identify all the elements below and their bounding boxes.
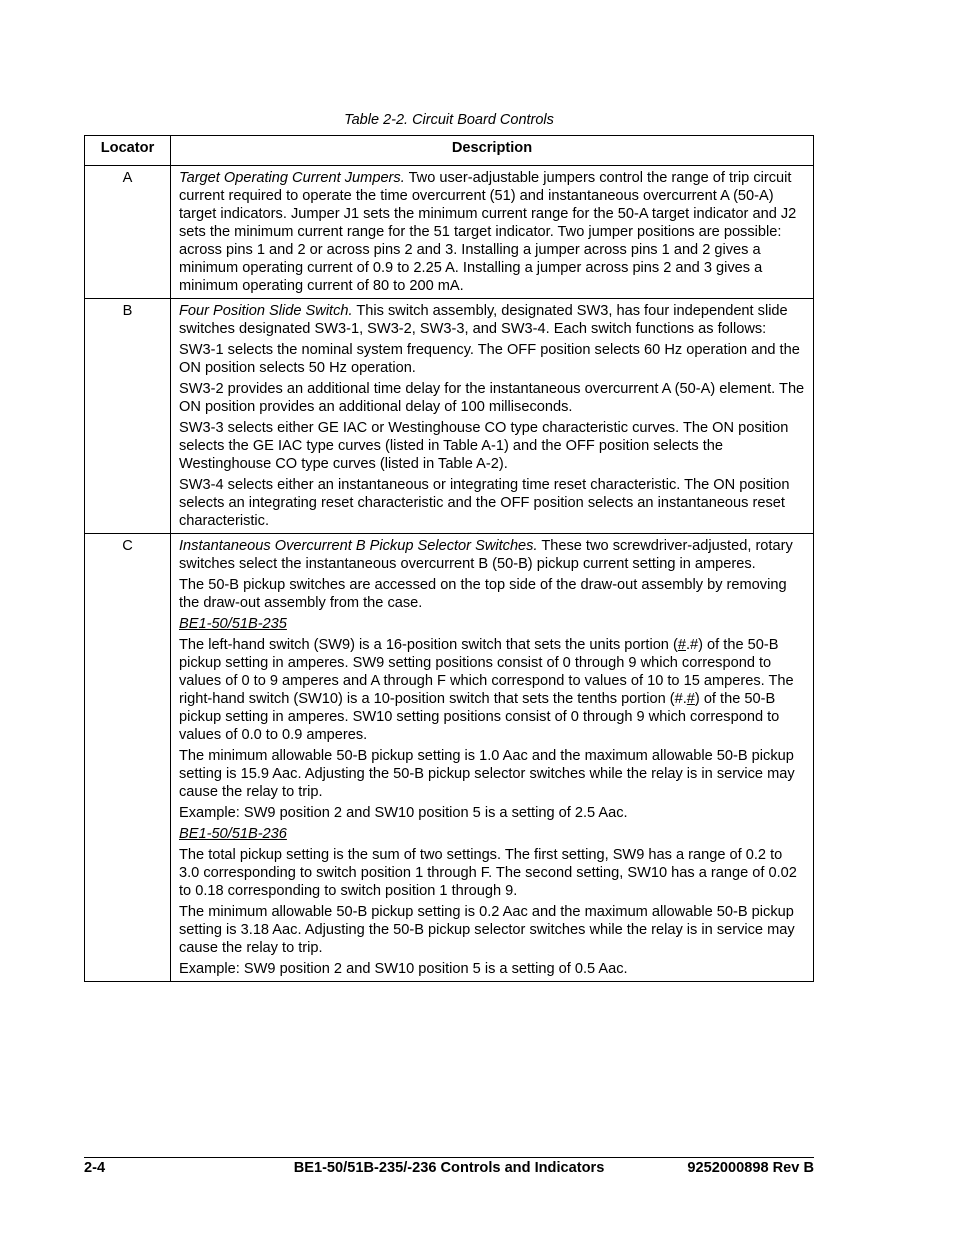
footer-title: BE1-50/51B-235/-236 Controls and Indicators bbox=[293, 1160, 605, 1176]
text-run: #. bbox=[674, 691, 687, 707]
model-235-subheading: BE1-50/51B-235 bbox=[179, 616, 287, 632]
min-max-236-paragraph: The minimum allowable 50-B pickup setting is 0.2 Aac and the maximum allowable 50-B pickup setting is 3.18 Aac. Adjusting the 50-B pickup selector switches while the relay is in service may cause the relay to trip. bbox=[179, 904, 795, 956]
text-run: The left-hand switch (SW9) is a 16-position switch that sets the units portion ( bbox=[179, 637, 678, 653]
table-header-row bbox=[85, 136, 814, 166]
control-intro: Two user-adjustable jumpers control the range of trip circuit current required to operate the time overcurrent (51) and instantaneous overcurrent A (50-A) target indicators. Jumper J1 sets the minimum current range for the 50-A target indicator and J2 sets the minimum current range for the 51 target indicator. Two jumper positions are possible: across pins 1 and 2 or across pins 2 and 3. Installing a jumper across pins 1 and 2 gives a minimum operating current of 0.9 to 2.25 A. Installing a jumper across pins 2 and 3 gives a minimum operating current of 80 to 200 mA. bbox=[179, 170, 797, 294]
description-column-header: Description bbox=[171, 136, 814, 166]
locator-cell: C bbox=[85, 534, 171, 982]
locator-column-header: Locator bbox=[85, 136, 171, 166]
switch-sw3-2-paragraph: SW3-2 provides an additional time delay for the instantaneous overcurrent A (50-A) element. The ON position provides an additional delay of 100 milliseconds. bbox=[179, 381, 805, 415]
document-number: 9252000898 Rev B bbox=[687, 1160, 814, 1176]
access-paragraph: The 50-B pickup switches are accessed on the top side of the draw-out assembly by removing the draw-out assembly from the case. bbox=[179, 577, 787, 611]
switch-sw3-1-paragraph: SW3-1 selects the nominal system frequency. The OFF position selects 60 Hz operation and the ON position selects 50 Hz operation. bbox=[179, 342, 800, 376]
units-digit-mark: # bbox=[677, 637, 686, 653]
table-row bbox=[85, 534, 814, 982]
locator-cell: B bbox=[85, 299, 171, 534]
model-236-subheading: BE1-50/51B-236 bbox=[179, 826, 287, 842]
description-cell bbox=[171, 299, 814, 534]
switch-sw3-3-paragraph: SW3-3 selects either GE IAC or Westinghouse CO type characteristic curves. The ON position selects the GE IAC type curves (listed in Table A-1) and the OFF position selects the Westinghouse CO type curves (listed in Table A-2). bbox=[179, 420, 789, 472]
description-paragraph bbox=[179, 169, 805, 295]
example-236-paragraph: Example: SW9 position 2 and SW10 position 5 is a setting of 0.5 Aac. bbox=[179, 961, 628, 977]
table-row bbox=[85, 299, 814, 534]
text-run: ) of the 50-B pickup setting in amperes. SW10 setting positions consist of 0 through 9 which correspond to values of 0.0 to 0.9 amperes. bbox=[179, 691, 780, 743]
tenths-digit-mark: # bbox=[686, 691, 695, 707]
control-intro: This switch assembly, designated SW3, has four independent slide switches designated SW3-1, SW3-2, SW3-3, and SW3-4. Each switch functions as follows: bbox=[179, 303, 788, 337]
page-number: 2-4 bbox=[84, 1160, 106, 1176]
table-row bbox=[85, 166, 814, 299]
min-max-235-paragraph: The minimum allowable 50-B pickup setting is 1.0 Aac and the maximum allowable 50-B pickup setting is 15.9 Aac. Adjusting the 50-B pickup selector switches while the relay is in service may cause the relay to trip. bbox=[179, 748, 795, 800]
description-cell bbox=[171, 534, 814, 982]
control-title: Four Position Slide Switch. bbox=[179, 303, 353, 319]
control-title: Target Operating Current Jumpers. bbox=[179, 170, 405, 186]
description-paragraph bbox=[179, 302, 805, 338]
text-run: .# bbox=[685, 637, 699, 653]
sw9-sw10-paragraph bbox=[179, 636, 805, 744]
switch-sw3-4-paragraph: SW3-4 selects either an instantaneous or integrating time reset characteristic. The ON position selects an integrating reset characteristic and the OFF position selects an instantaneous reset characteristic. bbox=[179, 477, 790, 529]
total-pickup-paragraph: The total pickup setting is the sum of two settings. The first setting, SW9 has a range of 0.2 to 3.0 corresponding to switch position 1 through F. The second setting, SW10 has a range of 0.02 to 0.18 corresponding to switch position 1 through 9. bbox=[179, 847, 797, 899]
text-run: ) of the 50-B pickup setting in amperes. SW9 setting positions consist of 0 through 9 which correspond to values of 0 to 9 amperes and A through F which correspond to values of 10 to 15 amperes. The right-hand switch (SW10) is a 10-position switch that sets the tenths portion ( bbox=[179, 637, 794, 707]
table-caption: Table 2-2. Circuit Board Controls bbox=[344, 112, 554, 128]
control-intro: These two screwdriver-adjusted, rotary switches select the instantaneous overcurrent B (50-B) pickup current setting in amperes. bbox=[179, 538, 793, 572]
locator-cell: A bbox=[85, 166, 171, 299]
description-cell bbox=[171, 166, 814, 299]
description-paragraph bbox=[179, 537, 805, 573]
control-title: Instantaneous Overcurrent B Pickup Selector Switches. bbox=[179, 538, 538, 554]
footer-divider bbox=[84, 1157, 814, 1158]
circuit-board-controls-table bbox=[84, 135, 814, 982]
example-235-paragraph: Example: SW9 position 2 and SW10 position 5 is a setting of 2.5 Aac. bbox=[179, 805, 628, 821]
